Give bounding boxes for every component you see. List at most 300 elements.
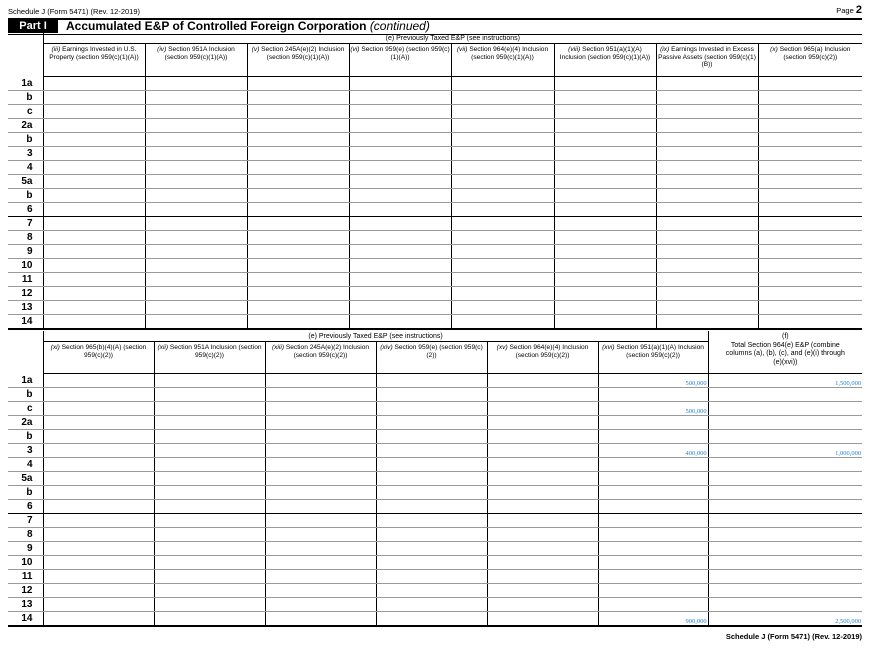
amount-cell[interactable] [656, 217, 758, 231]
amount-cell[interactable] [154, 402, 265, 416]
amount-cell[interactable] [247, 245, 349, 259]
amount-cell[interactable] [265, 402, 376, 416]
amount-cell[interactable] [43, 598, 154, 612]
amount-cell[interactable] [43, 458, 154, 472]
column-header-vii: (vii) Section 964(e)(4) Inclusion (section 959(c)(1)(A)) [451, 44, 554, 77]
amount-cell[interactable] [487, 514, 598, 528]
amount-cell[interactable] [487, 486, 598, 500]
amount-cell[interactable] [487, 472, 598, 486]
amount-cell[interactable] [656, 133, 758, 147]
amount-cell[interactable] [154, 500, 265, 514]
amount-cell[interactable] [708, 556, 862, 570]
amount-cell[interactable] [43, 584, 154, 598]
amount-cell[interactable] [487, 556, 598, 570]
amount-cell[interactable] [758, 287, 862, 301]
column-header-xvi: (xvi) Section 951(a)(1)(A) Inclusion (section 959(c)(2)) [598, 342, 708, 374]
amount-cell[interactable] [451, 91, 554, 105]
amount-cell[interactable] [247, 203, 349, 217]
amount-cell[interactable] [487, 570, 598, 584]
amount-cell[interactable] [376, 444, 487, 458]
amount-cell[interactable] [145, 287, 247, 301]
amount-cell[interactable] [154, 374, 265, 388]
amount-cell[interactable] [247, 217, 349, 231]
amount-cell[interactable] [43, 612, 154, 627]
amount-cell[interactable] [349, 273, 451, 287]
amount-cell[interactable] [349, 119, 451, 133]
amount-cell[interactable] [554, 259, 656, 273]
amount-cell[interactable] [265, 612, 376, 627]
amount-cell[interactable] [154, 444, 265, 458]
amount-cell[interactable] [145, 231, 247, 245]
amount-cell[interactable] [43, 231, 145, 245]
amount-cell[interactable] [265, 458, 376, 472]
amount-cell[interactable] [349, 77, 451, 91]
amount-cell[interactable] [43, 514, 154, 528]
amount-cell[interactable] [487, 374, 598, 388]
amount-cell[interactable] [376, 528, 487, 542]
amount-cell[interactable] [265, 500, 376, 514]
amount-cell[interactable] [43, 273, 145, 287]
amount-cell[interactable] [708, 584, 862, 598]
amount-cell[interactable] [247, 77, 349, 91]
amount-cell[interactable] [43, 388, 154, 402]
amount-cell[interactable] [554, 217, 656, 231]
line-number: 9 [8, 245, 43, 259]
amount-cell[interactable] [376, 612, 487, 627]
amount-cell[interactable] [265, 430, 376, 444]
amount-cell[interactable] [247, 287, 349, 301]
amount-cell[interactable] [451, 77, 554, 91]
amount-cell[interactable] [154, 514, 265, 528]
amount-cell[interactable] [154, 458, 265, 472]
line-number: b [8, 486, 43, 500]
amount-cell[interactable] [154, 556, 265, 570]
amount-cell[interactable] [349, 231, 451, 245]
amount-cell[interactable] [554, 147, 656, 161]
amount-cell[interactable] [43, 416, 154, 430]
amount-cell[interactable] [376, 402, 487, 416]
amount-cell[interactable] [145, 133, 247, 147]
amount-cell[interactable] [154, 598, 265, 612]
amount-cell[interactable] [376, 584, 487, 598]
amount-cell[interactable] [145, 105, 247, 119]
table-row [8, 77, 862, 91]
amount-cell[interactable] [349, 161, 451, 175]
amount-cell[interactable] [145, 77, 247, 91]
amount-cell[interactable] [598, 472, 708, 486]
amount-cell[interactable] [247, 273, 349, 287]
amount-cell[interactable] [451, 161, 554, 175]
amount-cell[interactable] [708, 416, 862, 430]
amount-cell[interactable] [349, 245, 451, 259]
amount-cell[interactable] [247, 259, 349, 273]
amount-cell[interactable] [708, 402, 862, 416]
amount-cell[interactable] [656, 161, 758, 175]
amount-cell[interactable] [656, 105, 758, 119]
amount-cell[interactable] [247, 105, 349, 119]
amount-cell[interactable] [451, 105, 554, 119]
amount-cell[interactable] [758, 315, 862, 330]
table-row [8, 147, 862, 161]
amount-cell[interactable] [554, 105, 656, 119]
amount-cell[interactable] [554, 273, 656, 287]
amount-cell[interactable] [451, 301, 554, 315]
amount-cell[interactable] [656, 245, 758, 259]
amount-cell[interactable] [451, 231, 554, 245]
amount-cell[interactable] [154, 430, 265, 444]
amount-cell[interactable] [487, 542, 598, 556]
amount-cell[interactable] [376, 570, 487, 584]
amount-cell[interactable] [265, 374, 376, 388]
amount-cell[interactable] [43, 315, 145, 330]
amount-cell[interactable] [43, 189, 145, 203]
line-col-header [8, 33, 43, 77]
line-number: 12 [8, 584, 43, 598]
amount-cell[interactable] [376, 556, 487, 570]
amount-cell[interactable] [656, 231, 758, 245]
amount-cell[interactable] [247, 315, 349, 330]
amount-cell[interactable] [43, 147, 145, 161]
amount-cell[interactable] [145, 259, 247, 273]
amount-cell[interactable] [598, 430, 708, 444]
amount-cell[interactable] [265, 388, 376, 402]
amount-cell[interactable] [554, 287, 656, 301]
amount-cell[interactable] [487, 444, 598, 458]
amount-cell[interactable] [598, 584, 708, 598]
line-number: 14 [8, 612, 43, 627]
amount-cell[interactable] [43, 175, 145, 189]
amount-cell[interactable] [43, 91, 145, 105]
amount-cell[interactable] [349, 175, 451, 189]
amount-cell[interactable] [598, 388, 708, 402]
amount-cell[interactable]: 500,000 [598, 402, 708, 416]
amount-cell[interactable] [451, 273, 554, 287]
amount-cell[interactable] [349, 203, 451, 217]
amount-cell[interactable] [598, 598, 708, 612]
amount-cell[interactable] [656, 273, 758, 287]
line-number: 4 [8, 458, 43, 472]
amount-cell[interactable] [43, 528, 154, 542]
amount-cell[interactable] [656, 147, 758, 161]
amount-cell[interactable] [145, 147, 247, 161]
amount-cell[interactable] [43, 217, 145, 231]
amount-cell[interactable] [758, 147, 862, 161]
table-row [8, 161, 862, 175]
amount-cell[interactable] [43, 203, 145, 217]
amount-cell[interactable] [43, 119, 145, 133]
amount-cell[interactable] [43, 245, 145, 259]
table-row [8, 301, 862, 315]
amount-cell[interactable] [656, 203, 758, 217]
amount-cell[interactable] [708, 472, 862, 486]
amount-cell[interactable] [43, 556, 154, 570]
amount-cell[interactable] [145, 301, 247, 315]
amount-cell[interactable] [154, 486, 265, 500]
table-row [8, 500, 862, 514]
amount-cell[interactable] [43, 570, 154, 584]
amount-cell[interactable] [451, 217, 554, 231]
table-row [8, 486, 862, 500]
amount-cell[interactable] [265, 416, 376, 430]
amount-cell[interactable] [758, 189, 862, 203]
amount-cell[interactable] [265, 542, 376, 556]
amount-cell[interactable] [43, 161, 145, 175]
amount-cell[interactable] [154, 472, 265, 486]
amount-cell[interactable] [487, 416, 598, 430]
amount-cell[interactable] [758, 301, 862, 315]
amount-cell[interactable] [265, 472, 376, 486]
amount-cell[interactable] [145, 161, 247, 175]
amount-cell[interactable] [265, 584, 376, 598]
line-number: 13 [8, 301, 43, 315]
amount-cell[interactable] [554, 77, 656, 91]
amount-cell[interactable] [145, 315, 247, 330]
amount-cell[interactable] [708, 570, 862, 584]
amount-cell[interactable] [451, 147, 554, 161]
amount-cell[interactable] [145, 203, 247, 217]
amount-cell[interactable] [656, 259, 758, 273]
amount-cell[interactable]: 500,000 [598, 374, 708, 388]
column-f-header: (f) Total Section 964(e) E&P (combine columns (a), (b), (c), and (e)(i) through (e)(xvi)) [708, 331, 862, 374]
amount-cell[interactable] [758, 259, 862, 273]
amount-cell[interactable] [43, 259, 145, 273]
amount-cell[interactable] [349, 105, 451, 119]
amount-cell[interactable] [598, 556, 708, 570]
amount-cell[interactable] [554, 119, 656, 133]
amount-cell[interactable] [349, 91, 451, 105]
amount-cell[interactable] [154, 570, 265, 584]
amount-cell[interactable] [451, 315, 554, 330]
amount-cell[interactable] [487, 458, 598, 472]
amount-cell[interactable] [656, 175, 758, 189]
amount-cell[interactable]: 1,000,000 [708, 444, 862, 458]
amount-cell[interactable] [247, 189, 349, 203]
amount-cell[interactable] [145, 273, 247, 287]
amount-cell[interactable] [247, 175, 349, 189]
amount-cell[interactable] [656, 189, 758, 203]
amount-cell[interactable] [247, 231, 349, 245]
amount-cell[interactable] [656, 301, 758, 315]
amount-cell[interactable] [43, 105, 145, 119]
amount-cell[interactable] [154, 528, 265, 542]
amount-cell[interactable] [554, 231, 656, 245]
amount-cell[interactable] [265, 528, 376, 542]
amount-cell[interactable] [247, 147, 349, 161]
line-number: b [8, 388, 43, 402]
amount-cell[interactable] [349, 301, 451, 315]
amount-cell[interactable] [451, 245, 554, 259]
amount-cell[interactable] [349, 147, 451, 161]
amount-cell[interactable] [43, 77, 145, 91]
amount-cell[interactable] [598, 514, 708, 528]
amount-cell[interactable] [376, 514, 487, 528]
amount-cell[interactable] [265, 444, 376, 458]
amount-cell[interactable] [376, 458, 487, 472]
amount-cell[interactable] [656, 119, 758, 133]
column-header-iv: (iv) Section 951A Inclusion (section 959(c)(1)(A)) [145, 44, 247, 77]
line-number: 11 [8, 570, 43, 584]
amount-cell[interactable] [487, 584, 598, 598]
amount-cell[interactable] [554, 203, 656, 217]
amount-cell[interactable]: 400,000 [598, 444, 708, 458]
amount-cell[interactable] [265, 514, 376, 528]
amount-cell[interactable] [376, 486, 487, 500]
amount-cell[interactable]: 1,500,000 [708, 374, 862, 388]
amount-cell[interactable] [758, 91, 862, 105]
amount-cell[interactable] [43, 486, 154, 500]
amount-cell[interactable] [598, 528, 708, 542]
amount-cell[interactable] [43, 287, 145, 301]
amount-cell[interactable]: 2,500,000 [708, 612, 862, 627]
amount-cell[interactable] [451, 259, 554, 273]
amount-cell[interactable] [376, 430, 487, 444]
amount-cell[interactable] [43, 472, 154, 486]
amount-cell[interactable] [145, 217, 247, 231]
amount-cell[interactable] [265, 486, 376, 500]
amount-cell[interactable] [554, 189, 656, 203]
amount-cell[interactable] [708, 598, 862, 612]
amount-cell[interactable] [154, 612, 265, 627]
amount-cell[interactable] [656, 91, 758, 105]
amount-cell[interactable] [758, 119, 862, 133]
amount-cell[interactable] [487, 402, 598, 416]
amount-cell[interactable] [758, 133, 862, 147]
amount-cell[interactable] [487, 528, 598, 542]
column-header-xi: (xi) Section 965(b)(4)(A) (section 959(c)(2)) [43, 342, 154, 374]
amount-cell[interactable] [247, 161, 349, 175]
amount-cell[interactable] [349, 133, 451, 147]
amount-cell[interactable] [43, 542, 154, 556]
amount-cell[interactable] [154, 584, 265, 598]
amount-cell[interactable] [247, 301, 349, 315]
amount-cell[interactable] [554, 133, 656, 147]
amount-cell[interactable] [265, 556, 376, 570]
line-number: b [8, 430, 43, 444]
amount-cell[interactable] [349, 315, 451, 330]
amount-cell[interactable] [265, 598, 376, 612]
amount-cell[interactable] [376, 542, 487, 556]
amount-cell[interactable] [758, 161, 862, 175]
line-number: 1a [8, 77, 43, 91]
amount-cell[interactable] [154, 416, 265, 430]
amount-cell[interactable] [265, 570, 376, 584]
amount-cell[interactable] [43, 430, 154, 444]
amount-cell[interactable] [758, 175, 862, 189]
amount-cell[interactable] [43, 133, 145, 147]
amount-cell[interactable] [451, 133, 554, 147]
amount-cell[interactable] [349, 287, 451, 301]
amount-cell[interactable] [43, 402, 154, 416]
amount-cell[interactable] [598, 458, 708, 472]
amount-cell[interactable] [598, 542, 708, 556]
amount-cell[interactable] [487, 388, 598, 402]
amount-cell[interactable] [708, 528, 862, 542]
amount-cell[interactable] [145, 175, 247, 189]
amount-cell[interactable] [758, 105, 862, 119]
amount-cell[interactable] [376, 416, 487, 430]
table-row [8, 514, 862, 528]
amount-cell[interactable] [708, 430, 862, 444]
amount-cell[interactable] [598, 500, 708, 514]
amount-cell[interactable] [451, 287, 554, 301]
amount-cell[interactable] [656, 77, 758, 91]
amount-cell[interactable] [554, 301, 656, 315]
amount-cell[interactable] [554, 315, 656, 330]
line-number: 1a [8, 374, 43, 388]
amount-cell[interactable] [145, 245, 247, 259]
amount-cell[interactable] [758, 203, 862, 217]
amount-cell[interactable] [708, 458, 862, 472]
page-number: Page 2 [836, 4, 862, 16]
amount-cell[interactable] [554, 175, 656, 189]
amount-cell[interactable]: 900,000 [598, 612, 708, 627]
amount-cell[interactable] [487, 500, 598, 514]
amount-cell[interactable] [154, 388, 265, 402]
amount-cell[interactable] [708, 486, 862, 500]
amount-cell[interactable] [708, 500, 862, 514]
amount-cell[interactable] [487, 612, 598, 627]
amount-cell[interactable] [451, 119, 554, 133]
amount-cell[interactable] [376, 374, 487, 388]
amount-cell[interactable] [451, 189, 554, 203]
amount-cell[interactable] [598, 570, 708, 584]
amount-cell[interactable] [598, 416, 708, 430]
amount-cell[interactable] [758, 273, 862, 287]
amount-cell[interactable] [247, 119, 349, 133]
amount-cell[interactable] [376, 472, 487, 486]
amount-cell[interactable] [554, 91, 656, 105]
amount-cell[interactable] [554, 245, 656, 259]
amount-cell[interactable] [349, 259, 451, 273]
amount-cell[interactable] [656, 287, 758, 301]
amount-cell[interactable] [758, 217, 862, 231]
amount-cell[interactable] [758, 77, 862, 91]
amount-cell[interactable] [758, 245, 862, 259]
amount-cell[interactable] [145, 119, 247, 133]
amount-cell[interactable] [554, 161, 656, 175]
amount-cell[interactable] [247, 133, 349, 147]
amount-cell[interactable] [349, 189, 451, 203]
amount-cell[interactable] [145, 189, 247, 203]
table-row [8, 430, 862, 444]
amount-cell[interactable] [598, 486, 708, 500]
amount-cell[interactable] [708, 542, 862, 556]
form-reference: Schedule J (Form 5471) (Rev. 12-2019) [8, 7, 141, 16]
amount-cell[interactable] [43, 444, 154, 458]
amount-cell[interactable] [43, 500, 154, 514]
amount-cell[interactable] [708, 388, 862, 402]
group-header: (e) Previously Taxed E&P (see instructions) [43, 33, 862, 44]
amount-cell[interactable] [487, 598, 598, 612]
amount-cell[interactable] [376, 500, 487, 514]
line-number: b [8, 189, 43, 203]
column-header-xv: (xv) Section 964(e)(4) Inclusion (section 959(c)(2)) [487, 342, 598, 374]
amount-cell[interactable] [376, 388, 487, 402]
amount-cell[interactable] [145, 91, 247, 105]
amount-cell[interactable] [487, 430, 598, 444]
amount-cell[interactable] [43, 374, 154, 388]
amount-cell[interactable] [376, 598, 487, 612]
amount-cell[interactable] [708, 514, 862, 528]
amount-cell[interactable] [43, 301, 145, 315]
amount-cell[interactable] [451, 175, 554, 189]
amount-cell[interactable] [656, 315, 758, 330]
amount-cell[interactable] [349, 217, 451, 231]
amount-cell[interactable] [451, 203, 554, 217]
amount-cell[interactable] [758, 231, 862, 245]
amount-cell[interactable] [247, 91, 349, 105]
amount-cell[interactable] [154, 542, 265, 556]
